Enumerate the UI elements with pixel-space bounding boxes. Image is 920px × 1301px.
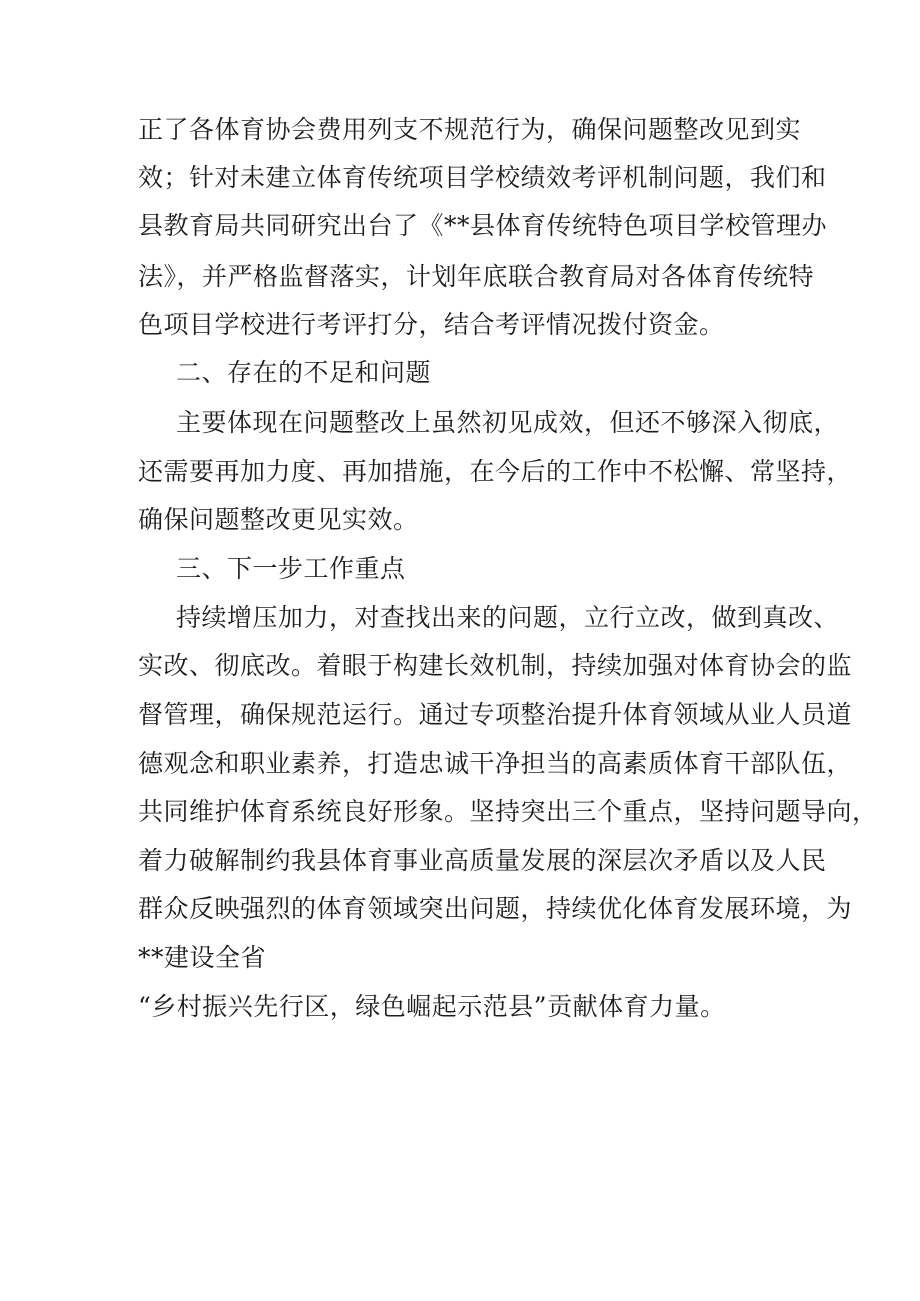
paragraph-line: 实改、彻底改。着眼于构建长效机制，持续加强对体育协会的监 xyxy=(138,651,853,680)
paragraph-line: 确保问题整改更见实效。 xyxy=(138,505,419,534)
paragraph-line: 着力破解制约我县体育事业高质量发展的深层次矛盾以及人民 xyxy=(138,846,827,875)
paragraph-line: 主要体现在问题整改上虽然初见成效，但还不够深入彻底， xyxy=(176,408,840,437)
paragraph-line: 效；针对未建立体育传统项目学校绩效考评机制问题，我们和 xyxy=(138,163,827,192)
paragraph-line: 群众反映强烈的体育领域突出问题，持续优化体育发展环境，为 xyxy=(138,894,853,923)
section-heading: 三、下一步工作重点 xyxy=(176,554,406,583)
paragraph-line: 还需要再加力度、再加措施，在今后的工作中不松懈、常坚持， xyxy=(138,457,853,486)
paragraph-line: 德观念和职业素养，打造忠诚干净担当的高素质体育干部队伍， xyxy=(138,749,853,778)
section-heading: 二、存在的不足和问题 xyxy=(176,358,432,387)
paragraph-line: 共同维护体育系统良好形象。坚持突出三个重点，坚持问题导向， xyxy=(138,797,878,826)
paragraph-line: 法》，并严格监督落实，计划年底联合教育局对各体育传统特 xyxy=(138,262,815,291)
paragraph-line: 正了各体育协会费用列支不规范行为，确保问题整改见到实 xyxy=(138,115,802,144)
paragraph-line: “乡村振兴先行区，绿色崛起示范县”贡献体育力量。 xyxy=(138,992,726,1021)
paragraph-line: 督管理，确保规范运行。通过专项整治提升体育领域从业人员道 xyxy=(138,700,853,729)
paragraph-line: 持续增压加力，对查找出来的问题，立行立改，做到真改、 xyxy=(176,603,840,632)
paragraph-line: 色项目学校进行考评打分，结合考评情况拨付资金。 xyxy=(138,310,725,339)
paragraph-line: **建设全省 xyxy=(138,943,267,972)
paragraph-line: 县教育局共同研究出台了《**县体育传统特色项目学校管理办 xyxy=(138,211,828,240)
